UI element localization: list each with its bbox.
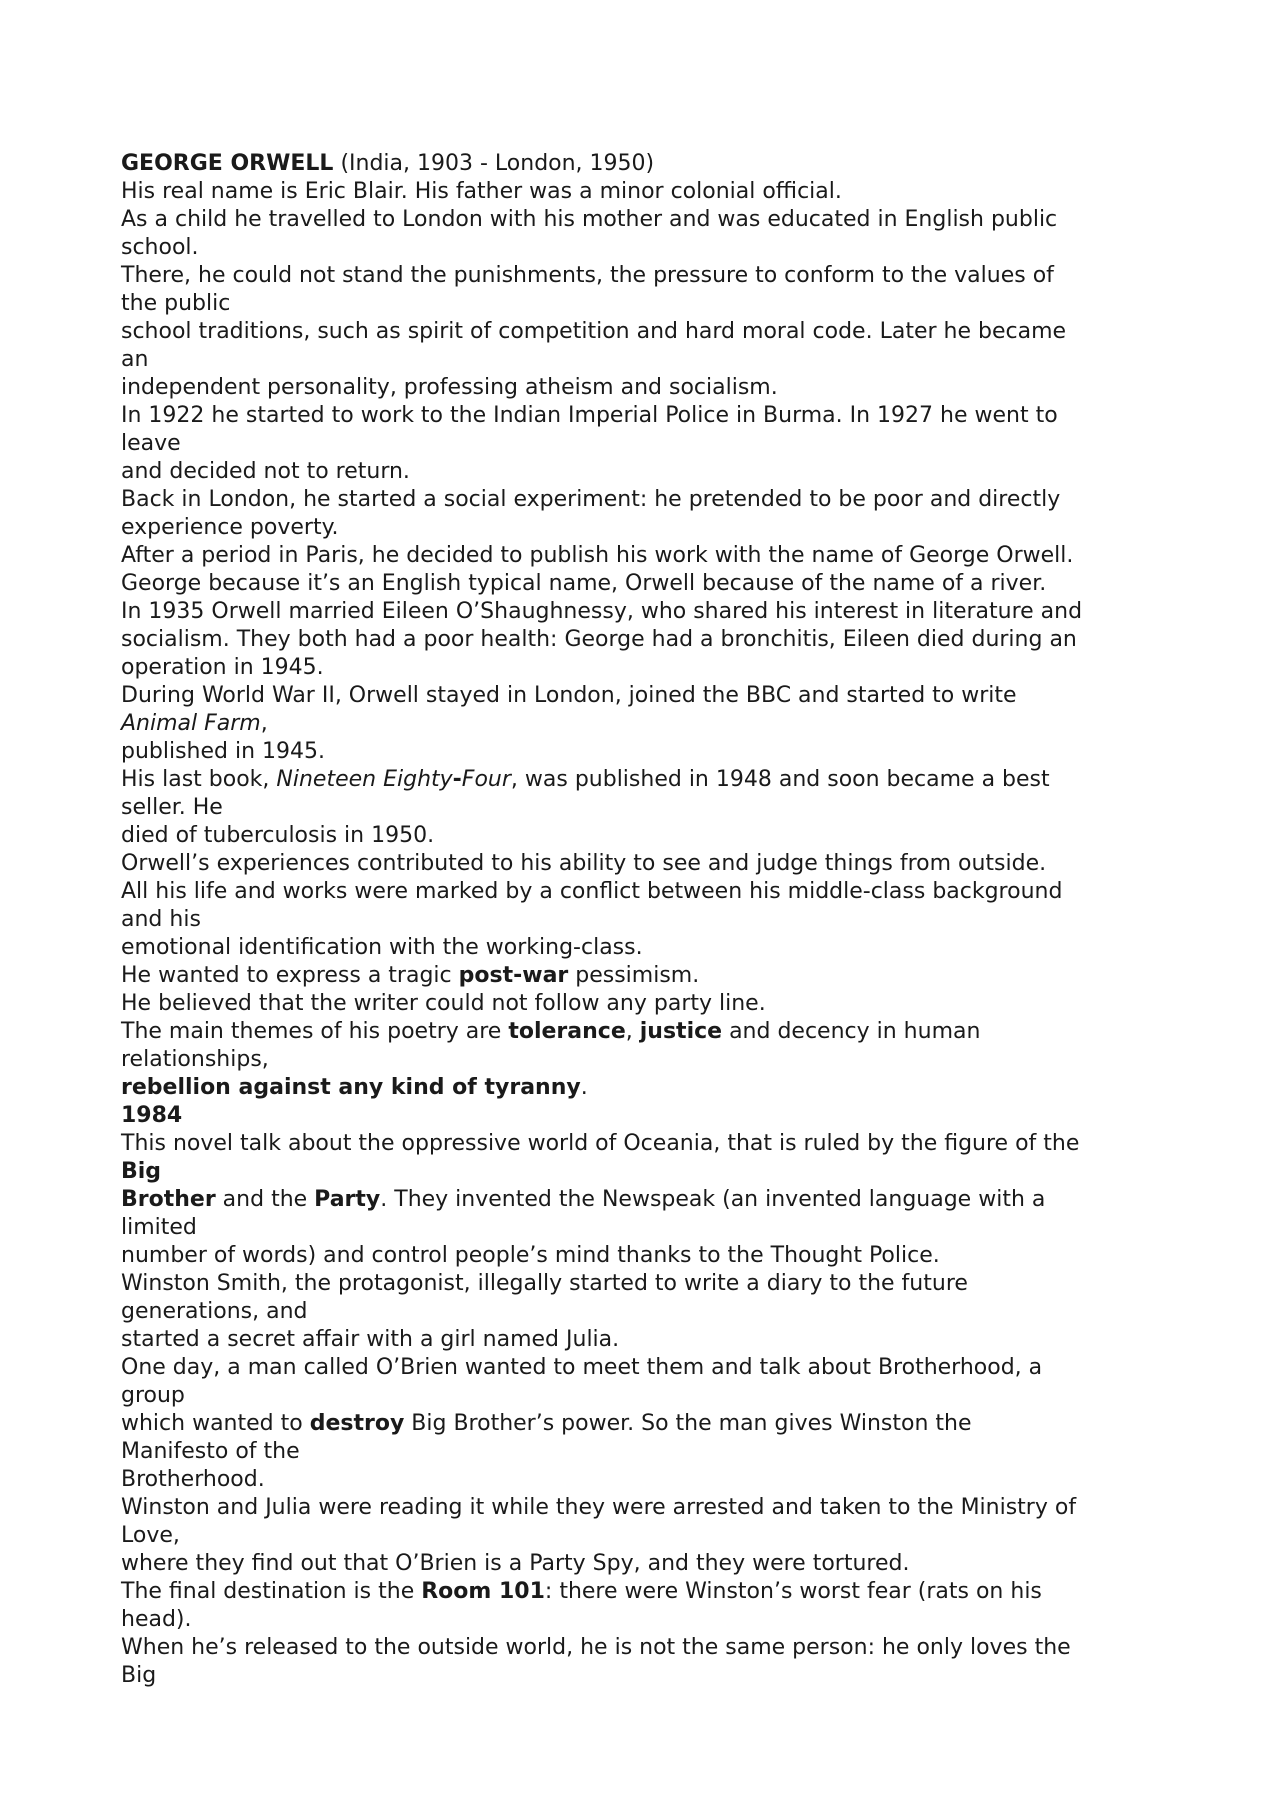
text-line	[121, 1046, 1181, 1074]
text-span: This novel talk about the oppressive world of Oceania, that is ruled by the figure of the	[121, 1131, 1080, 1156]
text-line	[121, 570, 1181, 598]
bold-text: Party	[314, 1187, 381, 1212]
text-span: The final destination is the	[121, 1579, 422, 1604]
bold-text: rebellion against any kind of tyranny	[121, 1075, 581, 1100]
text-span: started a secret affair with a girl named Julia.	[121, 1327, 620, 1352]
text-line	[121, 1662, 1181, 1690]
text-span: operation in 1945.	[121, 655, 324, 680]
text-line	[121, 430, 1181, 458]
text-span: All his life and works were marked by a conflict between his middle-class background	[121, 879, 1063, 904]
bold-text: Brother	[121, 1187, 216, 1212]
text-line	[121, 150, 1181, 178]
text-span: an	[121, 347, 149, 372]
text-line	[121, 1130, 1181, 1158]
text-span: He wanted to express a tragic	[121, 963, 459, 988]
text-line	[121, 1102, 1181, 1130]
italic-text: Four	[461, 767, 511, 792]
text-line	[121, 822, 1181, 850]
text-line	[121, 262, 1181, 290]
text-line	[121, 374, 1181, 402]
bold-text: GEORGE ORWELL	[121, 151, 334, 176]
text-line	[121, 514, 1181, 542]
text-span: Big	[121, 1663, 157, 1688]
bold-text: -	[452, 767, 462, 792]
text-line	[121, 850, 1181, 878]
text-line	[121, 626, 1181, 654]
text-line	[121, 234, 1181, 262]
text-span: When he’s released to the outside world, he is not the same person: he only loves the	[121, 1635, 1071, 1660]
italic-text: Animal Farm	[121, 711, 261, 736]
text-span: His last book,	[121, 767, 277, 792]
text-span: George because it’s an English typical name, Orwell because of the name of a river.	[121, 571, 1047, 596]
text-line	[121, 1466, 1181, 1494]
text-line	[121, 402, 1181, 430]
text-span: school.	[121, 235, 199, 260]
text-line	[121, 1606, 1181, 1634]
text-span: : there were Winston’s worst fear (rats on his	[544, 1579, 1042, 1604]
text-line	[121, 934, 1181, 962]
text-line	[121, 486, 1181, 514]
text-span: ,	[260, 711, 268, 736]
text-line	[121, 1634, 1181, 1662]
text-span: which wanted to	[121, 1411, 310, 1436]
text-span: independent personality, professing atheism and socialism.	[121, 375, 778, 400]
text-span: ,	[625, 1019, 640, 1044]
text-line	[121, 290, 1181, 318]
text-line	[121, 1550, 1181, 1578]
text-span: seller. He	[121, 795, 223, 820]
text-span: There, he could not stand the punishments, the pressure to conform to the values of	[121, 263, 1054, 288]
text-line	[121, 346, 1181, 374]
text-span: Winston Smith, the protagonist, illegally started to write a diary to the future	[121, 1271, 968, 1296]
text-span: died of tuberculosis in 1950.	[121, 823, 435, 848]
text-span: the public	[121, 291, 231, 316]
italic-text: Nineteen Eighty	[276, 767, 453, 792]
text-span: published in 1945.	[121, 739, 326, 764]
text-span: In 1922 he started to work to the Indian Imperial Police in Burma. In 1927 he went to	[121, 403, 1058, 428]
text-line	[121, 1382, 1181, 1410]
text-span: socialism. They both had a poor health: George had a bronchitis, Eileen died during an	[121, 627, 1077, 652]
text-line	[121, 1578, 1181, 1606]
text-line	[121, 1074, 1181, 1102]
text-span: experience poverty.	[121, 515, 339, 540]
bold-text: post-war	[458, 963, 569, 988]
text-line	[121, 542, 1181, 570]
bold-text: justice	[639, 1019, 723, 1044]
text-span: pessimism.	[568, 963, 700, 988]
bold-text: destroy	[309, 1411, 405, 1436]
text-span: In 1935 Orwell married Eileen O’Shaughnessy, who shared his interest in literature and	[121, 599, 1083, 624]
text-span: As a child he travelled to London with his mother and was educated in English public	[121, 207, 1058, 232]
text-span: During World War II, Orwell stayed in London, joined the BBC and started to write	[121, 683, 1017, 708]
text-line	[121, 682, 1181, 710]
text-line	[121, 738, 1181, 766]
text-span: and decided not to return.	[121, 459, 410, 484]
text-span: Orwell’s experiences contributed to his ability to see and judge things from outside.	[121, 851, 1047, 876]
text-line	[121, 1158, 1181, 1186]
text-span: relationships,	[121, 1047, 269, 1072]
text-span: Manifesto of the	[121, 1439, 300, 1464]
text-line	[121, 906, 1181, 934]
text-line	[121, 1354, 1181, 1382]
text-line	[121, 654, 1181, 682]
text-span: leave	[121, 431, 181, 456]
text-line	[121, 178, 1181, 206]
text-span: emotional identification with the working-class.	[121, 935, 643, 960]
bold-text: Big	[121, 1159, 162, 1184]
bold-text: 1984	[121, 1103, 183, 1128]
bold-text: Room 101	[421, 1579, 545, 1604]
text-line	[121, 1186, 1181, 1214]
text-span: One day, a man called O’Brien wanted to meet them and talk about Brotherhood, a	[121, 1355, 1043, 1380]
text-line	[121, 990, 1181, 1018]
document-body	[121, 150, 1181, 1690]
text-span: He believed that the writer could not follow any party line.	[121, 991, 766, 1016]
text-line	[121, 1242, 1181, 1270]
text-line	[121, 962, 1181, 990]
text-span: and the	[215, 1187, 315, 1212]
text-span: generations, and	[121, 1299, 308, 1324]
text-span: and his	[121, 907, 201, 932]
text-line	[121, 1522, 1181, 1550]
text-line	[121, 1298, 1181, 1326]
text-span: head).	[121, 1607, 192, 1632]
text-span: Big Brother’s power. So the man gives Winston the	[404, 1411, 972, 1436]
text-line	[121, 318, 1181, 346]
text-span: The main themes of his poetry are	[121, 1019, 509, 1044]
text-span: number of words) and control people’s mind thanks to the Thought Police.	[121, 1243, 940, 1268]
text-line	[121, 1326, 1181, 1354]
text-line	[121, 710, 1181, 738]
text-span: where they find out that O’Brien is a Party Spy, and they were tortured.	[121, 1551, 910, 1576]
text-span: and decency in human	[722, 1019, 981, 1044]
text-line	[121, 1410, 1181, 1438]
text-line	[121, 206, 1181, 234]
text-line	[121, 458, 1181, 486]
text-span: (India, 1903 - London, 1950)	[333, 151, 655, 176]
text-line	[121, 598, 1181, 626]
text-span: school traditions, such as spirit of competition and hard moral code. Later he became	[121, 319, 1067, 344]
text-span: .	[580, 1075, 588, 1100]
text-span: . They invented the Newspeak (an invented language with a	[380, 1187, 1046, 1212]
text-span: , was published in 1948 and soon became a best	[510, 767, 1050, 792]
text-line	[121, 766, 1181, 794]
bold-text: tolerance	[508, 1019, 626, 1044]
text-span: group	[121, 1383, 185, 1408]
text-line	[121, 1270, 1181, 1298]
text-line	[121, 1018, 1181, 1046]
text-line	[121, 878, 1181, 906]
text-span: Back in London, he started a social experiment: he pretended to be poor and directly	[121, 487, 1061, 512]
text-span: Winston and Julia were reading it while they were arrested and taken to the Ministry of	[121, 1495, 1077, 1520]
text-line	[121, 794, 1181, 822]
text-span: Brotherhood.	[121, 1467, 265, 1492]
text-line	[121, 1494, 1181, 1522]
text-span: After a period in Paris, he decided to publish his work with the name of George Orwell.	[121, 543, 1074, 568]
text-span: limited	[121, 1215, 197, 1240]
text-line	[121, 1438, 1181, 1466]
text-line	[121, 1214, 1181, 1242]
text-span: His real name is Eric Blair. His father was a minor colonial official.	[121, 179, 842, 204]
text-span: Love,	[121, 1523, 180, 1548]
